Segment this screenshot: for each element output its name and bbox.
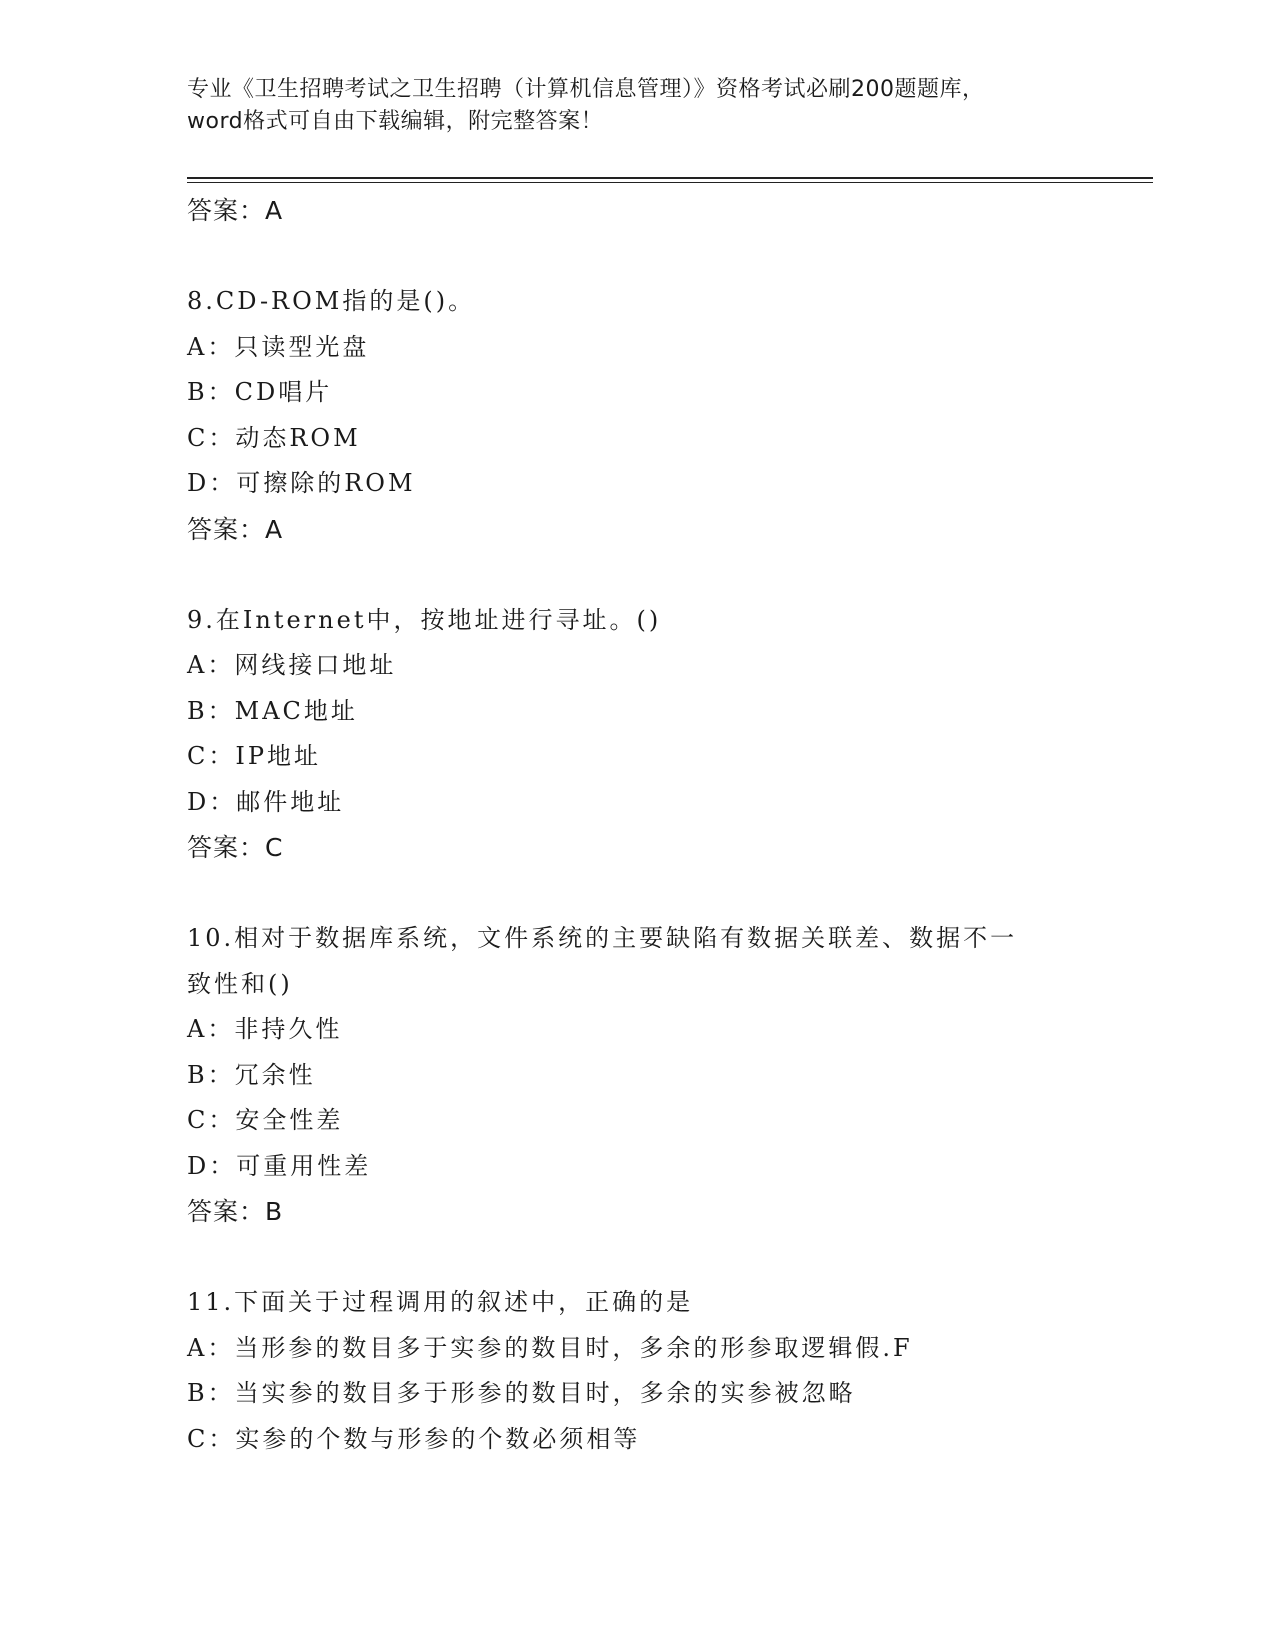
- option-a: A：非持久性: [187, 1015, 343, 1043]
- header-divider-thick: [187, 177, 1153, 179]
- option-b: B：冗余性: [187, 1060, 316, 1089]
- header-line-1: 专业《卫生招聘考试之卫生招聘（计算机信息管理）》资格考试必刷200题题库，: [187, 77, 985, 102]
- option-c: C：实参的个数与形参的个数必须相等: [187, 1424, 641, 1453]
- question-text: 10.相对于数据库系统，文件系统的主要缺陷有数据关联差、数据不一: [187, 924, 1018, 952]
- answer-line: 答案：B: [187, 1197, 284, 1226]
- question-text: 11.下面关于过程调用的叙述中，正确的是: [187, 1288, 694, 1316]
- option-c: C：IP地址: [187, 742, 321, 770]
- question-list: [187, 188, 1127, 1462]
- spacer: [187, 552, 1127, 598]
- spacer: [187, 870, 1127, 916]
- question-block: [187, 598, 1127, 871]
- spacer: [187, 233, 1127, 279]
- option-a: A：只读型光盘: [187, 332, 370, 361]
- option-a: A：当形参的数目多于实参的数目时，多余的形参取逻辑假.F: [187, 1333, 913, 1362]
- question-block: [187, 916, 1127, 1234]
- answer-line: 答案：A: [187, 514, 284, 544]
- answer-line: 答案：C: [187, 833, 284, 862]
- question-text: 9.在Internet中，按地址进行寻址。(): [187, 605, 662, 634]
- option-d: D：邮件地址: [187, 787, 345, 816]
- option-b: B：当实参的数目多于形参的数目时，多余的实参被忽略: [187, 1379, 856, 1407]
- question-text: 8.CD-ROM指的是()。: [187, 287, 476, 315]
- question-text-continued: 致性和(): [187, 969, 293, 998]
- option-c: C：动态ROM: [187, 423, 361, 452]
- document-header: [187, 74, 1087, 138]
- answer-line: 答案：A: [187, 196, 284, 225]
- spacer: [187, 1234, 1127, 1280]
- option-c: C：安全性差: [187, 1106, 344, 1134]
- option-b: B：MAC地址: [187, 696, 358, 725]
- question-block: [187, 279, 1127, 552]
- option-b: B：CD唱片: [187, 378, 333, 406]
- question-block: [187, 1280, 1127, 1462]
- option-a: A：网线接口地址: [187, 651, 397, 679]
- option-d: D：可重用性差: [187, 1151, 372, 1180]
- header-line-2: word格式可自由下载编辑，附完整答案！: [187, 109, 604, 134]
- option-d: D：可擦除的ROM: [187, 469, 416, 497]
- header-divider-thin: [187, 182, 1153, 183]
